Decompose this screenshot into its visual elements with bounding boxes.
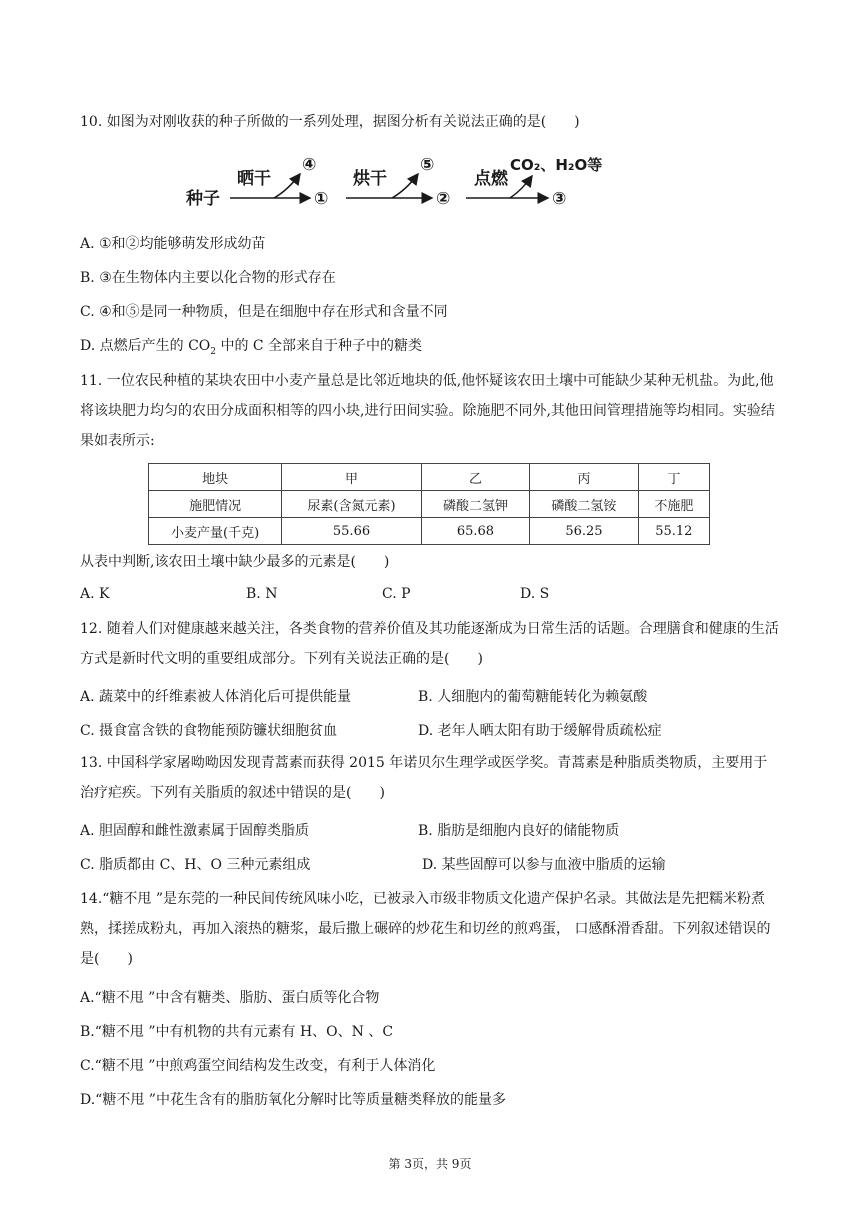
table-cell: 尿素(含氮元素) bbox=[282, 491, 421, 518]
q11-stem: 11. 一位农民种植的某块农田中小麦产量总是比邻近地块的低,他怀疑该农田土壤中可能缺少某种无机盐。为此,他将该块肥力均匀的农田分成面积相等的四小块,进行田间实验。除施肥不同外,其他田间管理措施等均相同。实验结果如表所示: bbox=[80, 373, 775, 449]
q13-option-c: C. 脂质都由 C、H、O 三种元素组成 bbox=[80, 857, 311, 873]
table-cell: 丁 bbox=[638, 464, 709, 491]
q11-option-b: B. N bbox=[246, 586, 278, 602]
seed-label: 种子 bbox=[186, 189, 220, 209]
table-cell: 乙 bbox=[421, 464, 529, 491]
q12-option-d: D. 老年人晒太阳有助于缓解骨质疏松症 bbox=[418, 723, 662, 739]
q14-option-a: A.“糖不甩 ”中含有糖类、脂肪、蛋白质等化合物 bbox=[80, 990, 380, 1006]
table-row bbox=[149, 464, 710, 491]
fertilizer-table bbox=[148, 463, 710, 545]
products-label: CO₂、H₂O等 bbox=[510, 156, 603, 174]
table-cell: 小麦产量(千克) bbox=[149, 518, 282, 545]
q13-option-d: D. 某些固醇可以参与血液中脂质的运输 bbox=[422, 857, 666, 873]
step3-label: 点燃 bbox=[474, 169, 508, 189]
q10-option-a: A. ①和②均能够萌发形成幼苗 bbox=[80, 236, 266, 252]
table-row bbox=[149, 518, 710, 545]
q11-option-d: D. S bbox=[520, 586, 550, 602]
q10-stem: 10. 如图为对刚收获的种子所做的一系列处理，据图分析有关说法正确的是( ) bbox=[80, 114, 580, 130]
table-cell: 55.66 bbox=[282, 518, 421, 545]
q12-stem: 12. 随着人们对健康越来越关注，各类食物的营养价值及其功能逐渐成为日常生活的话题。合理膳食和健康的生活方式是新时代文明的重要组成部分。下列有关说法正确的是( ) bbox=[80, 621, 779, 667]
arrow-up-4 bbox=[274, 174, 300, 198]
table-cell: 地块 bbox=[149, 464, 282, 491]
q11-option-c: C. P bbox=[382, 586, 411, 602]
q14-option-d: D.“糖不甩 ”中花生含有的脂肪氧化分解时比等质量糖类释放的能量多 bbox=[80, 1092, 506, 1108]
table-cell: 丙 bbox=[530, 464, 638, 491]
arrow-up-co2 bbox=[510, 176, 532, 198]
q11-option-a: A. K bbox=[80, 586, 110, 602]
q12-option-b: B. 人细胞内的葡萄糖能转化为赖氨酸 bbox=[418, 689, 648, 705]
table-cell: 磷酸二氢铵 bbox=[530, 491, 638, 518]
q12-option-c: C. 摄食富含铁的食物能预防镰状细胞贫血 bbox=[80, 723, 338, 739]
q10-option-c: C. ④和⑤是同一种物质，但是在细胞中存在形式和含量不同 bbox=[80, 304, 448, 320]
table-cell: 磷酸二氢钾 bbox=[421, 491, 529, 518]
num5: ⑤ bbox=[420, 155, 435, 175]
q10-option-d: D. 点燃后产生的 $CO_2$ 中的 C 全部来自于种子中的糖类 bbox=[80, 338, 423, 357]
q10-option-b: B. ③在生物体内主要以化合物的形式存在 bbox=[80, 270, 336, 286]
q14-option-b: B.“糖不甩 ”中有机物的共有元素有 H、O、N 、C bbox=[80, 1024, 394, 1040]
table-cell: 55.12 bbox=[638, 518, 709, 545]
page-footer: 第 3页，共 9页 bbox=[388, 1157, 472, 1171]
q13-option-b: B. 脂肪是细胞内良好的储能物质 bbox=[418, 823, 620, 839]
num1: ① bbox=[314, 189, 329, 209]
q11-question: 从表中判断,该农田土壤中缺少最多的元素是( ) bbox=[80, 554, 390, 570]
q14-option-c: C.“糖不甩 ”中煎鸡蛋空间结构发生改变，有利于人体消化 bbox=[80, 1058, 436, 1074]
table-cell: 施肥情况 bbox=[149, 491, 282, 518]
num2: ② bbox=[436, 189, 451, 209]
table-cell: 65.68 bbox=[421, 518, 529, 545]
arrow-up-5 bbox=[392, 174, 418, 198]
q11-options bbox=[80, 586, 600, 606]
table-cell: 56.25 bbox=[530, 518, 638, 545]
q14-stem: 14.“糖不甩 ”是东莞的一种民间传统风味小吃，已被录入市级非物质文化遗产保护名录。其做法是先把糯米粉煮熟，揉搓成粉丸，再加入滚热的糖浆，最后撒上碾碎的炒花生和切丝的煎鸡蛋， 口感酥滑香甜。下列叙述错误的是( ) bbox=[80, 891, 771, 967]
seed-treatment-diagram bbox=[180, 148, 620, 218]
step1-label: 晒干 bbox=[237, 169, 271, 189]
q13-stem: 13. 中国科学家屠呦呦因发现青蒿素而获得 2015 年诺贝尔生理学或医学奖。青蒿素是种脂质类物质，主要用于治疗疟疾。下列有关脂质的叙述中错误的是( ) bbox=[80, 755, 768, 801]
num3: ③ bbox=[552, 189, 567, 209]
table-cell: 甲 bbox=[282, 464, 421, 491]
q13-option-a: A. 胆固醇和雌性激素属于固醇类脂质 bbox=[80, 823, 310, 839]
table-row bbox=[149, 491, 710, 518]
step2-label: 烘干 bbox=[353, 169, 387, 189]
table-cell: 不施肥 bbox=[638, 491, 709, 518]
num4: ④ bbox=[302, 155, 317, 175]
q12-option-a: A. 蔬菜中的纤维素被人体消化后可提供能量 bbox=[80, 689, 352, 705]
